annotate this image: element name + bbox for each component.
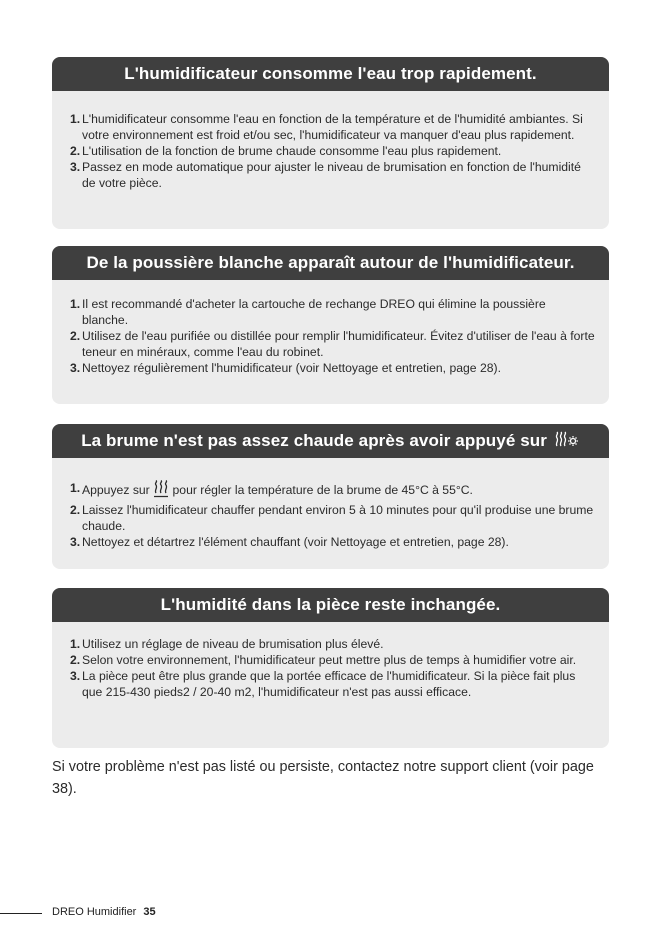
list-item: 3. Nettoyez régulièrement l'humidificateur (voir Nettoyage et entretien, page 28). [70,361,501,375]
card-body [52,280,609,386]
list-item: 2. Laissez l'humidificateur chauffer pendant environ 5 à 10 minutes pour qu'il produise une brume chaude. [70,503,594,533]
card-title: L'humidité dans la pièce reste inchangée. [52,588,609,622]
footer-brand: DREO Humidifier [52,906,137,918]
troubleshoot-card-water-consumption [52,57,609,229]
list-item: 1. Utilisez un réglage de niveau de brumisation plus élevé. [70,637,384,651]
list-item: 3. Nettoyez et détartrez l'élément chauffant (voir Nettoyage et entretien, page 28). [70,535,509,549]
list-item: 3. Passez en mode automatique pour ajuster le niveau de brumisation en fonction de l'humidité de votre pièce. [70,160,581,190]
card-body [52,91,609,201]
troubleshoot-card-mist-temperature [52,424,609,569]
card-title [52,424,609,458]
list-item: 2. L'utilisation de la fonction de brume chaude consomme l'eau plus rapidement. [70,144,502,158]
warm-mist-heat-icon [554,427,580,461]
card-title-text: La brume n'est pas assez chaude après avoir appuyé sur [81,431,547,450]
card-body [52,458,609,560]
list-item: 2. Selon votre environnement, l'humidificateur peut mettre plus de temps à humidifier votre air. [70,653,577,667]
support-note: Si votre problème n'est pas listé ou persiste, contactez notre support client (voir page 38). [52,759,594,797]
page-number: 35 [143,906,156,918]
card-body [52,622,609,710]
card-title: De la poussière blanche apparaît autour de l'humidificateur. [52,246,609,280]
warm-mist-icon [153,480,169,502]
list-item: 3. La pièce peut être plus grande que la portée efficace de l'humidificateur. Si la pièce fait plus que 215-430 pieds2 / 20-40 m2, l'humidificateur n'est pas aussi efficace. [70,669,576,699]
list-item: 1. Appuyez sur pour régler la température de la brume de 45°C à 55°C. [70,480,595,502]
troubleshoot-card-humidity-unchanged [52,588,609,748]
page-footer [52,906,156,918]
troubleshoot-card-white-dust [52,246,609,404]
list-item: 1. L'humidificateur consomme l'eau en fonction de la température et de l'humidité ambiantes. Si votre environnement est froid et/ou sec, l'humidificateur va manquer d'eau plus rapidement. [70,112,583,142]
list-item: 1. Il est recommandé d'acheter la cartouche de rechange DREO qui élimine la poussière blanche. [70,297,546,327]
footer-divider [0,913,42,914]
list-item: 2. Utilisez de l'eau purifiée ou distillée pour remplir l'humidificateur. Évitez d'utiliser de l'eau à forte teneur en minéraux, comme l'eau du robinet. [70,329,595,359]
card-title: L'humidificateur consomme l'eau trop rapidement. [52,57,609,91]
